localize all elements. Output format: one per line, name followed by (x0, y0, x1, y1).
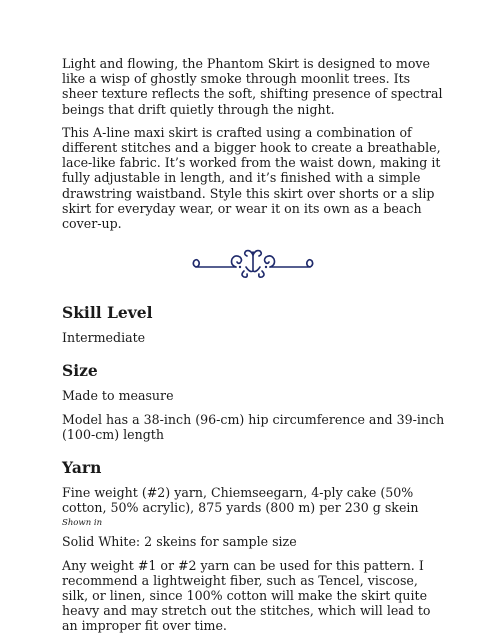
yarn-description: Fine weight (#2) yarn, Chiemseegarn, 4-ply cake (50% cotton, 50% acrylic), 875 yards (800 m) per 230 g skein (62, 485, 419, 516)
yarn-shown-color: Solid White: 2 skeins for sample size (62, 534, 297, 550)
skill-level-heading: Skill Level (62, 303, 153, 323)
yarn-substitution-note: Any weight #1 or #2 yarn can be used for this pattern. I recommend a lightweight fiber, such as Tencel, viscose, silk, or linen, since 100% cotton will make the skirt quite heavy and may stretch out the stitches, which will lead to an improper fit over time. (62, 557, 431, 634)
shown-in-caption: Shown in (62, 518, 103, 529)
intro-paragraph-1: Light and flowing, the Phantom Skirt is designed to move like a wisp of ghostly smoke through moonlit trees. Its sheer texture reflects the soft, shifting presence of spectral beings that drift quietly through the night. (62, 56, 443, 117)
ornamental-flourish-icon (190, 243, 316, 283)
pattern-page (62, 56, 447, 634)
skill-level-value: Intermediate (62, 330, 146, 346)
size-heading: Size (62, 361, 98, 381)
size-value: Made to measure (62, 388, 174, 404)
size-model-note: Model has a 38-inch (96-cm) hip circumference and 39-inch (100-cm) length (62, 411, 445, 442)
intro-paragraph-2: This A-line maxi skirt is crafted using a combination of different stitches and a bigger hook to create a breathable, lace-like fabric. It’s worked from the waist down, making it fully adjustable in length, and it’s finished with a simple drawstring waistband. Style this skirt over shorts or a slip skirt for everyday wear, or wear it on its own as a beach cover-up. (62, 124, 441, 232)
ornamental-divider (62, 237, 447, 297)
yarn-heading: Yarn (62, 458, 102, 478)
